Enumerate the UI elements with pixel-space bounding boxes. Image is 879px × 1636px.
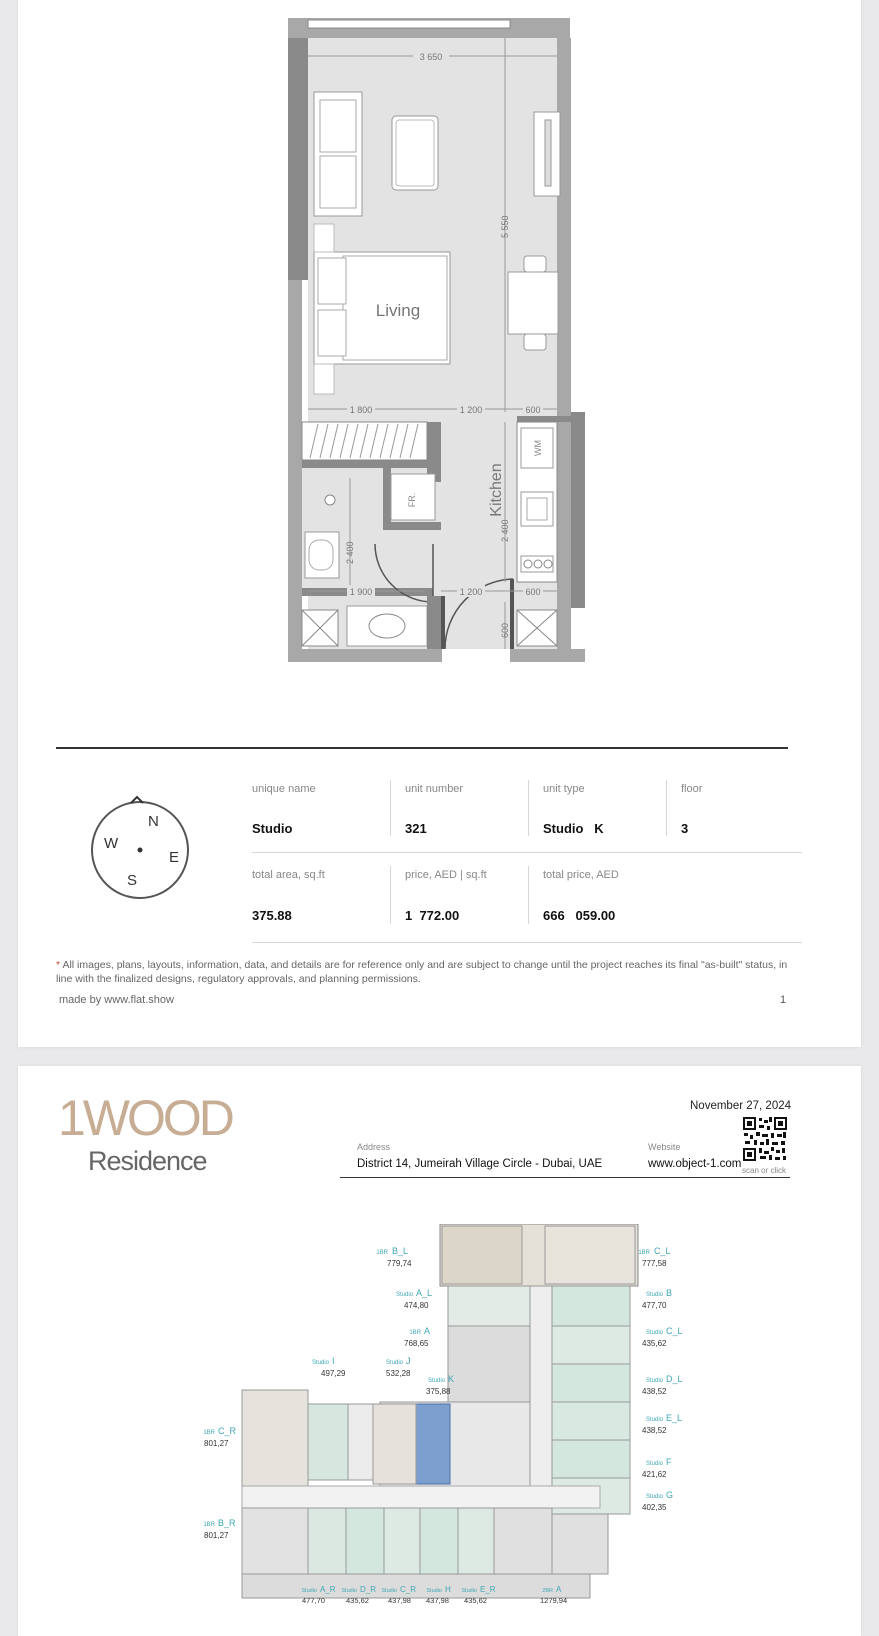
unit-area-1br-c-r: 801,27 [204, 1439, 229, 1448]
unit-label-1br-c-l: C_L [654, 1246, 671, 1256]
made-by-link[interactable]: made by www.flat.show [59, 994, 174, 1006]
website-label: Website [648, 1142, 681, 1152]
total-price-value: 666 059.00 [543, 908, 616, 923]
unit-type-label: unit type [543, 783, 585, 795]
unit-type-studio-b: Studio [645, 1292, 663, 1298]
unit-area-studio-d-r: 435,62 [346, 1596, 369, 1605]
unit-label-studio-c-l: C_L [666, 1326, 683, 1336]
dim-1200-top: 1 200 [459, 405, 483, 415]
compass-s: S [127, 872, 138, 889]
room-label-living: Living [375, 301, 421, 320]
unit-type-studio-a-r: Studio [301, 1588, 317, 1594]
dim-bath-2400: 2 400 [345, 541, 355, 564]
unit-area-studio-g: 402,35 [642, 1503, 667, 1512]
dim-1200-bot: 1 200 [459, 587, 483, 597]
unit-area-1br-b-r: 801,27 [204, 1531, 229, 1540]
unit-area-studio-k: 375,88 [426, 1387, 451, 1396]
document-date: November 27, 2024 [690, 1100, 792, 1112]
unit-label-studio-b: B [666, 1288, 673, 1298]
dim-600-top: 600 [525, 405, 541, 415]
total-area-value: 375.88 [252, 908, 292, 923]
unit-type-value: Studio K [543, 821, 604, 836]
dim-length: 5 550 [500, 215, 510, 238]
logo-residence: Residence [88, 1146, 207, 1176]
unit-area-studio-c-r: 437,98 [388, 1596, 411, 1605]
floor-value: 3 [681, 821, 689, 836]
unit-area-studio-c-l: 435,62 [642, 1339, 667, 1348]
unit-area-studio-a-l: 474,80 [404, 1301, 429, 1310]
unit-area-studio-a-r: 477,70 [302, 1596, 325, 1605]
unit-type-studio-a-l: Studio [395, 1292, 413, 1298]
unit-type-studio-d-l: Studio [645, 1378, 663, 1384]
unit-label-2br-a: A [556, 1585, 562, 1594]
unit-type-1br-b-l: 1BR [376, 1250, 388, 1256]
unit-type-studio-h: Studio [426, 1588, 442, 1594]
unit-label-studio-g: G [666, 1490, 674, 1500]
room-label-kitchen: Kitchen [488, 463, 505, 517]
dim-width: 3 650 [419, 52, 443, 62]
unit-area-studio-d-l: 438,52 [642, 1387, 667, 1396]
unit-type-studio-c-l: Studio [645, 1330, 663, 1336]
unit-label-studio-a-r: A_R [320, 1585, 336, 1594]
unit-area-studio-h: 437,98 [426, 1596, 449, 1605]
unit-type-studio-e-r: Studio [461, 1588, 477, 1594]
unit-type-studio-e-l: Studio [645, 1417, 663, 1423]
unit-type-studio-i: Studio [311, 1360, 329, 1366]
unit-label-1br-a: A [424, 1326, 431, 1336]
unit-number-value: 321 [405, 821, 427, 836]
unit-label-studio-e-r: E_R [480, 1585, 496, 1594]
unit-area-studio-i: 497,29 [321, 1369, 346, 1378]
unit-label-studio-c-r: C_R [400, 1585, 417, 1594]
dim-1900: 1 900 [349, 587, 373, 597]
unit-label-1br-b-l: B_L [392, 1246, 409, 1256]
unit-label-studio-k: K [448, 1374, 455, 1384]
website-link[interactable]: www.object-1.com [648, 1158, 742, 1170]
unit-type-studio-c-r: Studio [381, 1588, 397, 1594]
unit-type-studio-k: Studio [427, 1378, 445, 1384]
unique-name-value: Studio [252, 821, 293, 836]
floor-label: floor [681, 783, 703, 795]
studio-floor-plan [265, 12, 605, 662]
logo-1wood: 1WOOD [58, 1090, 232, 1146]
unit-label-studio-h: H [445, 1585, 451, 1594]
address-value: District 14, Jumeirah Village Circle - Dubai, UAE [357, 1158, 603, 1170]
unit-area-studio-e-r: 435,62 [464, 1596, 487, 1605]
unit-type-1br-b-r: 1BR [203, 1522, 215, 1528]
unit-area-studio-j: 532,28 [386, 1369, 411, 1378]
unit-label-studio-d-l: D_L [666, 1374, 683, 1384]
page-number: 1 [780, 994, 787, 1006]
disclaimer-star: * [56, 959, 61, 971]
unit-label-studio-i: I [332, 1356, 335, 1366]
unit-type-studio-g: Studio [645, 1494, 663, 1500]
disclaimer [56, 958, 791, 986]
unit-type-1br-c-l: 1BR [638, 1250, 650, 1256]
unit-area-studio-f: 421,62 [642, 1470, 667, 1479]
dim-kitchen-2400: 2 400 [500, 519, 510, 542]
unit-type-1br-c-r: 1BR [203, 1430, 215, 1436]
address-label: Address [357, 1142, 391, 1152]
fridge-label: FR. [407, 492, 417, 508]
total-area-label: total area, sq.ft [252, 869, 325, 881]
qr-code-icon[interactable] [742, 1116, 788, 1162]
compass-e: E [169, 849, 180, 866]
unit-type-studio-f: Studio [645, 1461, 663, 1467]
dim-1800: 1 800 [349, 405, 373, 415]
header-rule [340, 1177, 790, 1178]
unit-label-studio-d-r: D_R [360, 1585, 377, 1594]
unit-area-studio-b: 477,70 [642, 1301, 667, 1310]
unit-label-studio-e-l: E_L [666, 1413, 683, 1423]
building-floor-plan [180, 1224, 700, 1624]
unit-area-1br-c-l: 777,58 [642, 1259, 667, 1268]
unit-area-2br-a: 1279,94 [540, 1596, 568, 1605]
price-label: price, AED | sq.ft [405, 869, 487, 881]
unit-label-studio-f: F [666, 1457, 672, 1467]
price-value: 1 772.00 [405, 908, 460, 923]
unit-area-1br-b-l: 779,74 [387, 1259, 412, 1268]
total-price-label: total price, AED [543, 869, 619, 881]
unit-area-studio-e-l: 438,52 [642, 1426, 667, 1435]
disclaimer-text: All images, plans, layouts, information, data, and details are for reference only and are subject to change until the project reaches its final "as-built" status, in line with the finalized designs, regulatory approvals, and planning permissions. [56, 959, 788, 985]
dim-entry-600: 600 [500, 622, 510, 638]
unit-label-studio-j: J [406, 1356, 411, 1366]
unit-type-studio-d-r: Studio [341, 1588, 357, 1594]
compass-w: W [104, 835, 119, 852]
unit-label-studio-a-l: A_L [416, 1288, 433, 1298]
unit-type-1br-a: 1BR [409, 1330, 421, 1336]
wm-label: WM [533, 440, 543, 456]
qr-caption: scan or click [742, 1166, 787, 1175]
unit-type-studio-j: Studio [385, 1360, 403, 1366]
compass-icon [72, 790, 202, 910]
dim-600-bot: 600 [525, 587, 541, 597]
unit-area-1br-a: 768,65 [404, 1339, 429, 1348]
unique-name-label: unique name [252, 783, 316, 795]
unit-label-1br-c-r: C_R [218, 1426, 237, 1436]
selected-unit-highlight [416, 1404, 450, 1484]
compass-n: N [148, 813, 159, 830]
section-divider [56, 747, 788, 749]
unit-number-label: unit number [405, 783, 464, 795]
unit-label-1br-b-r: B_R [218, 1518, 236, 1528]
unit-type-2br-a: 2BR [542, 1588, 553, 1594]
